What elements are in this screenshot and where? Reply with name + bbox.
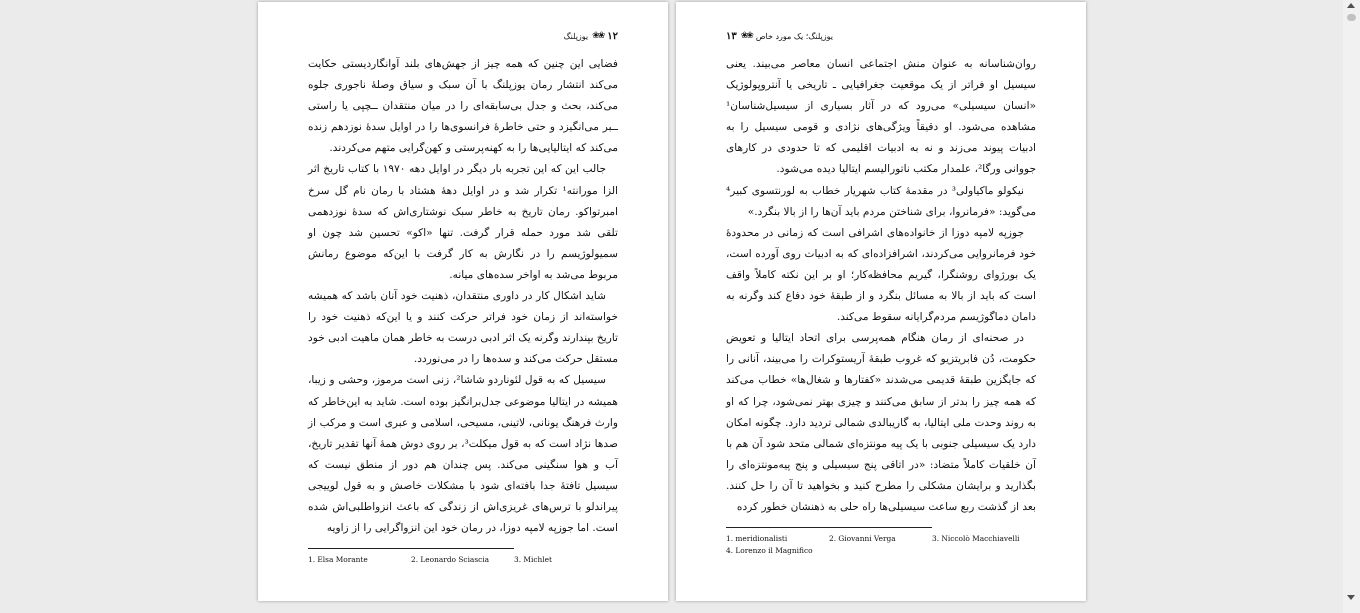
page-body bbox=[726, 54, 1036, 518]
scroll-down-arrow-icon[interactable] bbox=[1347, 595, 1355, 600]
page-number: ۱۲ bbox=[607, 30, 618, 42]
page-13 bbox=[676, 2, 1086, 601]
running-title: یوزپلنگ bbox=[563, 31, 589, 41]
page-header bbox=[308, 29, 618, 43]
footnote: 3. Michlet bbox=[514, 555, 552, 564]
footnote: 1. Elsa Morante bbox=[308, 555, 368, 564]
vertical-scrollbar[interactable] bbox=[1343, 0, 1360, 613]
footnotes bbox=[726, 534, 1041, 555]
paragraph: شاید اشکال کار در داوری منتقدان، ذهنیت خود آنان باشد که همیشه خواسته‌اند از زمان خود فراتر حرکت کنند و یا این‌که ذهنیت خود را تاریخ بپندارند وگرنه یک اثر ادبی درست به خاطر همان ماهیت ادبی خود مستقل حرکت می‌کند و سده‌ها را در می‌نوردد. bbox=[308, 290, 618, 366]
paragraph: فضایی این چنین که همه چیز از جهش‌های بلند آوانگاردیستی حکایت می‌کند انتشار رمان یوزپلنگ با آن سبک و سیاق وصلهٔ ناجوری جلوه می‌کند، بحث و جدل بی‌سابقه‌ای را در میان منتقدان ــچپی یا راستی ــبر می‌انگیزد و حتی خاطرهٔ فرانسوی‌ها را در اوایل سدهٔ نوزدهم زنده می‌کند که ایتالیایی‌ها را به کهنه‌پرستی و کهن‌گرایی متهم می‌کردند. bbox=[308, 58, 618, 155]
page-number: ۱۳ bbox=[726, 30, 737, 42]
paragraph: سیسیل که به قول لئوناردو شاشا²، زنی است مرموز، وحشی و زیبا، همیشه در ایتالیا موضوعی جدل‌برانگیز بوده است. شاید به این‌خاطر که وارث فرهنگ یونانی، لاتینی، مسیحی، اسلامی و عبری است و مرکب از صدها نژاد است که به قول میکلت³، بر روی دوش همهٔ آنها تقدیر تاریخ، آب و هوا سنگینی می‌کند. پس چندان هم دور از منطق نیست که سیسیل تافتهٔ جدا بافته‌ای شود با مشکلات خاصش و به قول لوییجی پیراندلو با ترس‌های غریزی‌اش از زندگی که باعث انزواطلبی‌اش شده است. اما جوزپه لامپه دوزا، در رمان خود این انزواگرایی را از زاویه bbox=[308, 374, 618, 535]
paragraph: جالب این که این تجربه بار دیگر در اوایل دهه ۱۹۷۰ با کتاب تاریخ اثر الزا مورانته¹ تکرار شد و در اوایل دهه‌ٔ هشتاد با رمان نام گل سرخ امبرتواکو. رمان تاریخ به خاطر سبک نوشتاری‌اش که سدهٔ نوزدهمی تلقی شد مورد حمله قرار گرفت. تنها «اکو» تحسین شد چون او سمیولوژیسم را در نگارش به کار گرفت با این‌که موضوع رمانش مربوط می‌شد به اواخر سده‌های میانه. bbox=[308, 163, 618, 281]
page-12 bbox=[258, 2, 668, 601]
scroll-thumb[interactable] bbox=[1347, 14, 1356, 21]
footnote: 2. Leonardo Sciascia bbox=[411, 555, 490, 564]
footnote-rule bbox=[726, 527, 932, 528]
page-body bbox=[308, 54, 618, 539]
footnote: 1. meridionalisti bbox=[726, 534, 788, 543]
page-header bbox=[726, 29, 1036, 43]
footnote-rule bbox=[308, 548, 514, 549]
paragraph: نیکولو ماکیاولی³ در مقدمهٔ کتاب شهریار خطاب به لورنتسوی کبیر⁴ می‌گوید: «فرمانروا، برای شناختن مردم باید آن‌ها را از بالا بنگرد.» bbox=[726, 184, 1036, 218]
running-title: یوزپلنگ؛ یک مورد خاص bbox=[755, 31, 833, 41]
paragraph: روان‌شناسانه به عنوان منش اجتماعی انسان معاصر می‌بیند. یعنی سیسیل او فراتر از یک موقعیت جغرافیایی ـ تاریخی یا آنتروپولوژیک «انسان سیسیلی» می‌رود که در آثار بسیاری از سیسیل‌شناسان¹ مشاهده می‌شود. او دقیقاً ویژگی‌های نژادی و قومی سیسیل را به ادبیات پیوند می‌زند و نه به ادبیات اقلیمی که تا حدودی در کارهای جووانی ورگا²، علمدار مکتب ناتورالیسم ایتالیا دیده می‌شود. bbox=[726, 58, 1036, 176]
paragraph: جوزپه لامپه دوزا از خانواده‌های اشرافی است که زمانی در محدودهٔ خود فرمانروایی می‌کردند، اشرافزاده‌ای که به ادبیات روی آورده است، یک بورژوای روشنگرا، گیریم محافظه‌کار؛ او بر این نکته کاملاً واقف است که باید از بالا به مسائل بنگرد و از طبقهٔ خود دفاع کند وگرنه به دامان دماگوژیسم مردم‌گرایانه سقوط می‌کند. bbox=[726, 226, 1036, 324]
paragraph: در صحنه‌ای از رمان هنگام همه‌پرسی برای اتحاد ایتالیا و تعویض حکومت، دُن فابریتزیو که غروب طبقهٔ آریستوکرات را می‌بیند، آنانی را که جایگزین طبقهٔ قدیمی می‌شدند «کفتارها و شغال‌ها» خطاب می‌کند که همه چیز را بدتر از سابق می‌کنند و چیزی بهتر نمی‌شود، چرا که او به روند وحدت ملی ایتالیا، به گاریبالدی شمالی تردید دارد. چگونه امکان دارد یک سیسیلی جنوبی با یک پیه مونتزه‌ای شمالی متحد شود آن هم با آن خلقیات کاملاً متضاد: «در اتاقی پنج سیسیلی و پنج پیه‌مونتزه‌ای را بگذارید و برایشان مشکلی را مطرح کنید و بخواهید تا آن را حل کنند. بعد از گذشت ربع ساعت سیسیلی‌ها راه حلی به ذهنشان خطور کرده bbox=[726, 332, 1036, 513]
footnote: 3. Niccolò Macchiavelli bbox=[932, 534, 1020, 543]
footnote: 4. Lorenzo il Magnifico bbox=[726, 546, 813, 555]
ornament-icon: ❀❀ bbox=[740, 31, 752, 41]
footnotes bbox=[308, 555, 618, 564]
scroll-up-arrow-icon[interactable] bbox=[1347, 3, 1355, 8]
footnote: 2. Giovanni Verga bbox=[829, 534, 896, 543]
ornament-icon: ❀❀ bbox=[592, 31, 604, 41]
